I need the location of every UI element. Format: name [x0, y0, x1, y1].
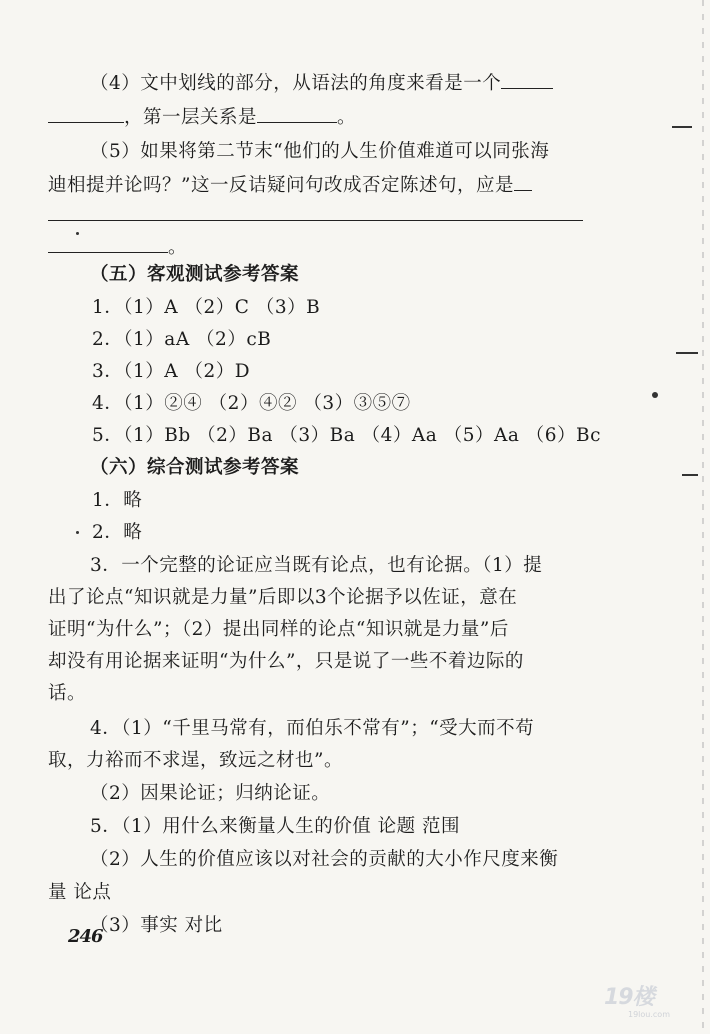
answer-blank	[501, 72, 553, 89]
scan-mark	[682, 474, 698, 476]
question-5-end: 。	[168, 237, 188, 258]
section-6-answer-5-line-1: 5．（1）用什么来衡量人生的价值 论题 范围	[90, 816, 461, 837]
answer-blank	[48, 236, 168, 253]
section-5-answer-1: 1．（1）A （2）C （3）B	[92, 297, 321, 318]
question-4-line-2	[48, 106, 356, 130]
section-5-answer-5: 5．（1）Bb （2）Ba （3）Ba （4）Aa （5）Aa （6）Bc	[92, 425, 601, 446]
section-5-heading: （五）客观测试参考答案	[90, 264, 300, 285]
scan-mark	[672, 126, 692, 128]
question-4-line-1	[90, 72, 553, 96]
section-6-answer-4-line-3: （2）因果论证；归纳论证。	[90, 783, 331, 804]
section-6-answer-3-line-4: 却没有用论据来证明“为什么”，只是说了一些不着边际的	[48, 651, 524, 672]
question-4-text: （4）文中划线的部分，从语法的角度来看是一个	[90, 73, 502, 94]
answer-rule	[48, 220, 583, 221]
scan-mark	[676, 352, 698, 354]
page-number: 246	[68, 926, 103, 947]
scan-mark	[76, 531, 79, 534]
section-6-answer-4-line-1: 4．（1）“千里马常有，而伯乐不常有”；“受大而不苟	[90, 718, 535, 739]
scan-mark	[652, 392, 658, 398]
section-6-answer-3-line-5: 话。	[48, 683, 87, 704]
section-5-answer-4: 4．（1）②④ （2）④② （3）③⑤⑦	[92, 393, 411, 414]
answer-blank	[257, 106, 337, 123]
watermark-url: 19lou.com	[628, 1010, 670, 1019]
answer-blank	[514, 174, 532, 191]
section-5-answer-2: 2．（1）aA （2）cB	[92, 329, 272, 350]
section-6-answer-3-line-2: 出了论点“知识就是力量”后即以3个论据予以佐证，意在	[48, 587, 518, 608]
question-4-text-2: ，第一层关系是	[124, 107, 258, 128]
section-6-answer-1: 1．略	[92, 490, 143, 511]
scan-mark	[76, 232, 79, 235]
section-5-answer-3: 3．（1）A （2）D	[92, 361, 251, 382]
question-5-line-3	[48, 236, 187, 260]
section-6-answer-3-line-3: 证明“为什么”；（2）提出同样的论点“知识就是力量”后	[48, 619, 509, 640]
question-5-line-1	[90, 140, 549, 164]
section-6-answer-5-line-2: （2）人生的价值应该以对社会的贡献的大小作尺度来衡	[90, 849, 559, 870]
question-4-end: 。	[337, 107, 357, 128]
page-edge	[702, 0, 704, 1034]
section-6-answer-4-line-2: 取，力裕而不求逞，致远之材也”。	[48, 750, 343, 771]
section-6-answer-5-line-3: 量 论点	[48, 882, 112, 903]
watermark-logo: 19楼	[604, 985, 654, 1010]
section-6-answer-3-line-1: 3．一个完整的论证应当既有论点，也有论据。（1）提	[90, 555, 543, 576]
section-6-heading: （六）综合测试参考答案	[90, 457, 300, 478]
question-5-text: （5）如果将第二节末“他们的人生价值难道可以同张海	[90, 141, 550, 162]
answer-blank	[48, 106, 124, 123]
section-6-answer-2: 2．略	[92, 522, 143, 543]
section-6-answer-5-line-4: （3）事实 对比	[90, 915, 223, 936]
question-5-text-2: 迪相提并论吗？”这一反诘疑问句改成否定陈述句，应是	[48, 175, 514, 196]
question-5-line-2	[48, 174, 532, 198]
